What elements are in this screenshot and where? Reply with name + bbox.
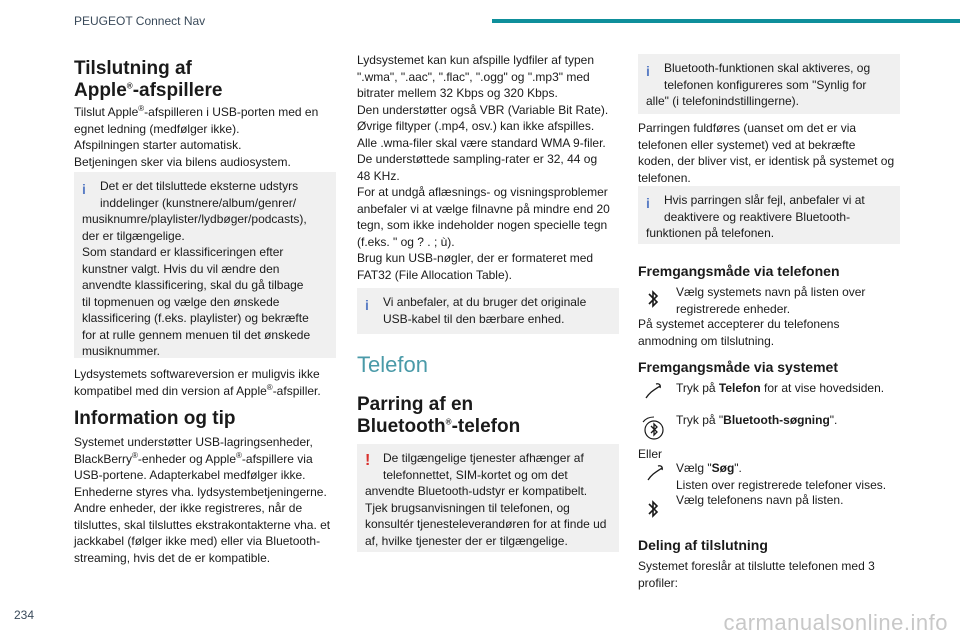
software-paragraph: Lydsystemets softwareversion er muligvis ikke kompatibel med din version af Apple®-afspiller. <box>74 367 321 398</box>
header-bar <box>492 19 960 23</box>
bluetooth-icon <box>642 498 664 520</box>
heading-via-phone: Fremgangsmåde via telefonen <box>638 263 840 279</box>
info-icon: i <box>646 63 650 79</box>
note-bluetooth-visible: i Bluetooth-funktionen skal aktiveres, og telefonen konfigureres som "Synlig for alle" (i telefonindstillingerne). <box>638 54 900 114</box>
audio-format-paragraph: Lydsystemet kan kun afspille lydfiler af typen ".wma", ".aac", ".flac", ".ogg" og ".mp3" med bitrater mellem 32 Kbps og 320 Kbps. Den understøtter også VBR (Variable Bit Rate). Øvrige filtyper (.mp4, osv.) kan ikke afspilles. Alle .wma-filer skal være standard WMA 9-filer. De understøttede sampling-rater er 32, 44 og 48 KHz. For at undgå aflæsnings- og visningsproblemer anbefaler vi at vælge filnavne på mindre end 20 tegn, som ikke indeholder nogen specielle tegn (f.eks. " og ? . ; ù). Brug kun USB-nøgler, der er formateret med FAT32 (File Allocation Table). <box>357 53 610 282</box>
apple-paragraph: Tilslut Apple®-afspilleren i USB-porten med en egnet ledning (medfølger ikke). Afspilningen starter automatisk. Betjeningen sker via bilens audiosystem. <box>74 104 319 169</box>
info-icon: i <box>365 297 369 313</box>
sharing-paragraph: Systemet foreslår at tilslutte telefonen med 3 profiler: <box>638 559 875 590</box>
heading-via-system: Fremgangsmåde via systemet <box>638 359 838 375</box>
system-step-2: Tryk på "Bluetooth-søgning". <box>676 413 838 427</box>
info-icon: i <box>646 195 650 211</box>
heading-info-tips: Information og tip <box>74 408 236 429</box>
note-warning-services: ! De tilgængelige tjenester afhænger af telefonnettet, SIM-kortet og om det anvendte Bluetooth-udstyr er kompatibelt. Tjek brugsanvisningen til telefonen, og konsultér tjenesteleverandøren for at finde ud af, hvilke tjenester der er tilgængelige. <box>357 444 619 552</box>
heading-pairing: Parring af en Bluetooth®-telefon <box>357 394 521 437</box>
info-icon: i <box>82 181 86 197</box>
note-info-categories: i Det er det tilsluttede eksterne udstyrs inddelinger (kunstnere/album/genrer/ musiknumre/playlister/lydbøger/podcasts), der er tilgængelige. Som standard er klassificeringen efter kunstner valgt. Hvis du vil ændre den anvendte klassificering, skal du gå tilbage til topmenuen og vælge den ønskede klassificering (f.eks. playlister) og bekræfte for at rulle gennem menuen til det ønskede musiknummer. <box>74 172 336 358</box>
touch-icon <box>642 380 664 402</box>
eller-label: Eller <box>638 447 663 461</box>
watermark: carmanualsonline.info <box>723 610 948 635</box>
warning-icon: ! <box>365 452 371 469</box>
heading-apple: Tilslutning af Apple®-afspillere <box>74 58 223 101</box>
system-step-1: Tryk på Telefon for at vise hovedsiden. <box>676 381 885 395</box>
note-pairing-fail: i Hvis parringen slår fejl, anbefaler vi at deaktivere og reaktivere Bluetooth- funktionen på telefonen. <box>638 186 900 244</box>
bluetooth-search-icon <box>640 414 668 442</box>
bluetooth-icon <box>642 288 664 310</box>
system-step-3: Vælg "Søg". Listen over registrerede telefoner vises. <box>676 461 887 492</box>
section-title-telefon: Telefon <box>357 352 428 377</box>
system-step-4: Vælg telefonens navn på listen. <box>676 493 844 507</box>
pairing-paragraph: Parringen fuldføres (uanset om det er via telefonen eller systemet) ved at bekræfte koden, der bliver vist, er identisk på systemet og telefonen. <box>638 121 895 185</box>
phone-paragraph: På systemet accepterer du telefonens anmodning om tilslutning. <box>638 317 840 348</box>
phone-step: Vælg systemets navn på listen over registrerede enheder. <box>676 285 866 316</box>
header-title: PEUGEOT Connect Nav <box>74 14 206 28</box>
touch-icon <box>644 462 666 484</box>
heading-sharing: Deling af tilslutning <box>638 537 768 553</box>
page-number: 234 <box>14 608 35 622</box>
info-paragraph: Systemet understøtter USB-lagringsenheder, BlackBerry®-enheder og Apple®-afspillere via USB-portene. Adapterkabel medfølger ikke. Enhederne styres vha. lydsystembetjeningerne. Andre enheder, der ikke registreres, når de tilsluttes, skal tilsluttes ekstrakontakterne vha. et jackkabel (følger ikke med) eller via Bluetooth- streaming, hvis det de er kompatible. <box>74 435 331 565</box>
note-usb-cable: i Vi anbefaler, at du bruger det originale USB-kabel til den bærbare enhed. <box>357 288 619 334</box>
